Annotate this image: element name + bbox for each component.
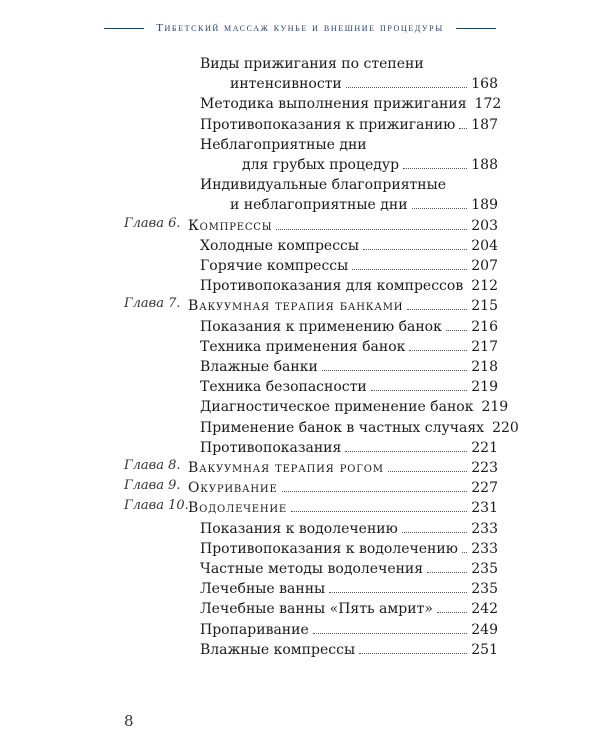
entry-title: Вакуумная терапия банками xyxy=(188,298,404,315)
entry-title: Противопоказания к водолечению xyxy=(200,540,458,557)
entry-title: Показания к применению банок xyxy=(200,318,442,335)
entry-title: Пропаривание xyxy=(200,621,309,638)
entry-page-number: 215 xyxy=(471,298,498,315)
dot-leader xyxy=(329,579,467,593)
entry-title: Водолечение xyxy=(188,500,288,517)
entry-page-number: 235 xyxy=(471,561,498,577)
entry-title: Диагностическое применение банок xyxy=(200,399,474,416)
page-number: 8 xyxy=(124,712,134,730)
header-title: Тибетский массаж кунье и внешние процедуры xyxy=(156,22,444,34)
dot-leader xyxy=(412,195,468,209)
entry-title: интенсивности xyxy=(230,76,342,92)
dot-leader xyxy=(282,478,468,492)
entry-page-number: 221 xyxy=(471,439,498,456)
chapter-label: Глава 10. xyxy=(124,498,189,514)
running-header xyxy=(0,22,600,34)
entry-title: для грубых процедур xyxy=(242,156,400,173)
entry-title: Влажные компрессы xyxy=(200,641,356,658)
entry-page-number: 249 xyxy=(471,621,498,638)
dot-leader xyxy=(407,296,467,310)
dot-leader xyxy=(462,539,467,553)
entry-page-number: 219 xyxy=(481,399,509,416)
entry-page-number: 212 xyxy=(471,278,498,295)
entry-page-number: 217 xyxy=(471,338,498,355)
entry-page-number: 227 xyxy=(471,480,498,497)
entry-title: и неблагоприятные дни xyxy=(230,197,408,214)
dot-leader xyxy=(402,519,467,533)
entry-page-number: 220 xyxy=(492,419,519,436)
entry-title: Показания к водолечению xyxy=(200,520,398,537)
entry-page-number: 216 xyxy=(471,318,498,335)
entry-title: Индивидуальные благоприятные xyxy=(200,177,447,194)
entry-title: Окуривание xyxy=(188,480,278,497)
entry-title: Виды прижигания по степени xyxy=(200,56,424,72)
entry-page-number: 223 xyxy=(471,460,498,476)
entry-page-number: 187 xyxy=(471,116,498,133)
entry-title: Вакуумная терапия рогом xyxy=(188,460,384,476)
dot-leader xyxy=(427,559,467,573)
entry-title: Компрессы xyxy=(188,217,273,234)
chapter-label: Глава 9. xyxy=(124,478,181,494)
dot-leader xyxy=(388,458,468,472)
dot-leader xyxy=(409,337,467,351)
entry-title: Методика выполнения прижигания xyxy=(200,96,467,113)
entry-page-number: 251 xyxy=(471,641,498,658)
dot-leader xyxy=(446,317,467,331)
chapter-label: Глава 8. xyxy=(124,458,181,473)
dot-leader xyxy=(371,377,468,391)
entry-title: Лечебные ванны «Пять амрит» xyxy=(200,601,433,618)
entry-page-number: 233 xyxy=(471,520,498,537)
header-rule-left xyxy=(104,28,144,29)
entry-title: Частные методы водолечения xyxy=(200,561,424,577)
header-rule-right xyxy=(456,28,496,29)
entry-page-number: 231 xyxy=(471,500,498,517)
entry-title: Горячие компрессы xyxy=(200,258,349,274)
dot-leader xyxy=(352,256,467,270)
entry-page-number: 168 xyxy=(471,76,498,92)
chapter-label: Глава 7. xyxy=(124,296,181,312)
entry-title: Неблагоприятные дни xyxy=(200,136,367,153)
entry-title: Применение банок в частных случаях xyxy=(200,419,485,436)
entry-page-number: 233 xyxy=(471,540,498,557)
entry-page-number: 235 xyxy=(471,581,498,598)
entry-page-number: 207 xyxy=(471,258,498,274)
entry-title: Лечебные ванны xyxy=(200,581,326,598)
entry-page-number: 204 xyxy=(471,237,498,254)
entry-title: Холодные компрессы xyxy=(200,237,360,254)
dot-leader xyxy=(459,115,467,129)
dot-leader xyxy=(322,357,467,371)
chapter-label: Глава 6. xyxy=(124,215,181,231)
entry-page-number: 203 xyxy=(471,217,498,234)
entry-page-number: 189 xyxy=(471,197,498,214)
dot-leader xyxy=(291,498,467,512)
entry-page-number: 219 xyxy=(471,379,498,396)
entry-page-number: 242 xyxy=(471,601,498,618)
dot-leader xyxy=(437,599,467,613)
entry-page-number: 218 xyxy=(471,359,498,375)
dot-leader xyxy=(403,155,467,169)
dot-leader xyxy=(345,438,467,452)
entry-title: Противопоказания xyxy=(200,439,342,456)
dot-leader xyxy=(276,216,467,230)
dot-leader xyxy=(346,74,468,88)
entry-title: Влажные банки xyxy=(200,359,318,375)
entry-title: Противопоказания к прижиганию xyxy=(200,116,456,133)
dot-leader xyxy=(359,640,467,654)
entry-title: Техника безопасности xyxy=(200,379,367,396)
entry-page-number: 172 xyxy=(474,96,502,113)
entry-title: Противопоказания для компрессов xyxy=(200,278,464,295)
entry-page-number: 188 xyxy=(471,156,498,173)
dot-leader xyxy=(363,236,467,250)
dot-leader xyxy=(313,620,468,634)
entry-title: Техника применения банок xyxy=(200,338,406,355)
